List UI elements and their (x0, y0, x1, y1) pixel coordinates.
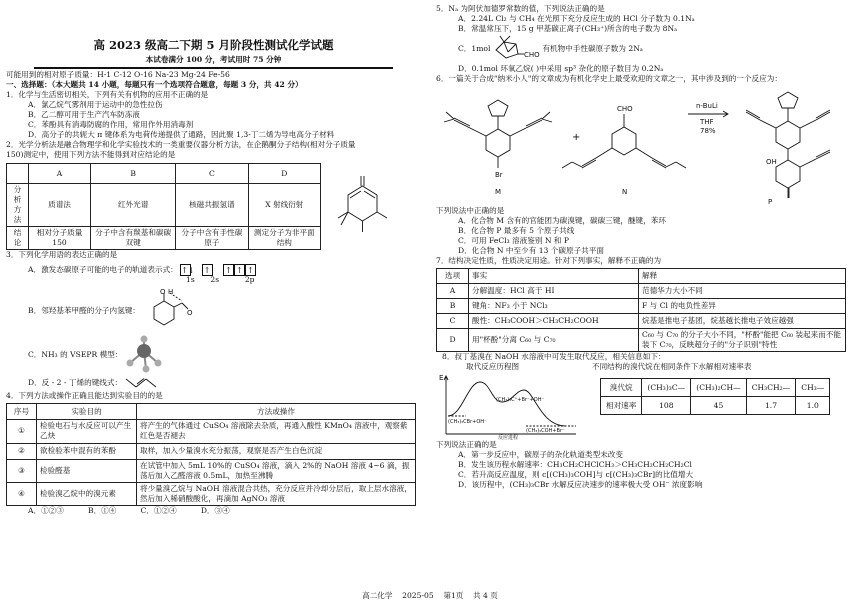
table-row: B 键角：NF₃ 小于 NCl₃ F 与 Cl 的电负性差异 (437, 299, 846, 314)
exam-subtitle: 本试卷满分 100 分，考试用时 75 分钟 (145, 55, 282, 65)
q8-option-a: A．第一步反应中，碳原子的杂化轨道类型未改变 (458, 450, 623, 460)
question-1 (6, 90, 421, 140)
svg-text:78%: 78% (700, 127, 716, 136)
question-5 (436, 4, 854, 74)
q7-header-option: 选项 (437, 269, 469, 284)
q8-option-c: C．若升高反应温度，则 c[(CH₃)₃COH]与 c[(CH₃)₃CBr]的比值增大 (458, 470, 694, 480)
question-6 (436, 74, 854, 256)
q2-method-a: 质谱法 (29, 184, 91, 227)
svg-text:CHO: CHO (524, 51, 541, 60)
trans-2-butene-skeletal (122, 375, 162, 391)
q4-header-no: 序号 (7, 404, 37, 420)
q2-row1-label: 分析方法 (7, 184, 29, 227)
vsepr-model-icon (122, 335, 166, 375)
svg-text:反应进程: 反应进程 (498, 435, 519, 441)
energy-diagram (436, 362, 586, 440)
q2-table (6, 163, 321, 250)
orbital-1s: ↑↓ (181, 266, 195, 276)
q8-stem: 8．叔丁基溴在 NaOH 水溶液中可发生取代反应，相关信息如下： (442, 352, 666, 362)
question-8 (436, 352, 854, 490)
svg-text:CHO: CHO (617, 105, 633, 114)
q2-conclusion-d: 测定分子为非平面结构 (248, 227, 320, 250)
q6-option-c: C．可用 FeCl₃ 溶液鉴别 N 和 P (458, 236, 570, 246)
q6-prompt: 下列说法中正确的是 (436, 206, 505, 216)
atomic-masses: 可能用到的相对原子质量：H-1 C-12 O-16 Na-23 Mg-24 Fe-56 (6, 70, 230, 80)
question-4 (6, 391, 421, 515)
q8-option-b: B．发生该历程水解速率：CH₃CH₂CHClCH₃＞CH₃CH₂CH₂CH₂Cl (458, 460, 692, 470)
title-rule (34, 67, 393, 69)
table-row: 相对速率 108 45 1.7 1.0 (601, 397, 830, 415)
q2-conclusion-a: 相对分子质量 150 (29, 227, 91, 250)
q4-header-method: 方法或操作 (137, 404, 416, 420)
q8-prompt: 下列说法正确的是 (436, 440, 497, 450)
q3-option-c-label: C．NH₃ 的 VSEPR 模型： (28, 350, 123, 360)
svg-text:(CH₃)₃CBr+OH⁻: (CH₃)₃CBr+OH⁻ (448, 419, 487, 426)
svg-text:M: M (495, 188, 502, 197)
q2-method-d: X 射线衍射 (248, 184, 320, 227)
q4-options: A．①②③ B．①④ C．①②④ D．③④ (28, 505, 230, 515)
q7-header-explanation: 解释 (639, 269, 846, 284)
rate-table-title: 不同结构的溴代烷在相同条件下水解相对速率表 (592, 362, 752, 372)
q6-option-b: B．化合物 P 最多有 5 个原子共线 (458, 226, 575, 236)
table-row: ① 检验电石与水反应可以产生乙炔 将产生的气体通过 CuSO₄ 溶液除去杂质，再通入酸性 KMnO₄ 溶液中，观察紫红色是否褪去 (7, 420, 416, 443)
svg-text:H: H (167, 289, 174, 297)
exam-title: 高 2023 级高二下期 5 月阶段性测试化学试题 (93, 38, 334, 52)
section-heading: 一、选择题：（本大题共 14 小题，每题只有一个选项符合题意，每题 3 分，共 42 分） (6, 80, 303, 90)
q1-option-b: B．乙二醇可用于生产汽车防冻液 (28, 110, 140, 120)
q1-option-d: D．高分子的共轭大 π 键体系为电荷传递提供了通路，因此聚 1,3-丁二烯为导电高分子材料 (28, 130, 335, 140)
question-3 (6, 250, 421, 391)
q5-option-c: C．1mol CHO 有机物中手性碳原子数为 2Nₐ (436, 34, 854, 64)
q4-header-purpose: 实验目的 (37, 404, 137, 420)
svg-text:(CH₃)₃COH+Br⁻: (CH₃)₃COH+Br⁻ (526, 428, 565, 435)
page-footer: 高二化学 2025-05 第1页 共 4 页 (362, 591, 498, 600)
svg-text:N: N (622, 188, 628, 197)
q3-stem: 3．下列化学用语的表达正确的是 (6, 250, 118, 260)
q1-option-c: C．苯酚具有消毒防腐的作用，常用作外用消毒剂 (28, 120, 194, 130)
q3-option-d (6, 375, 421, 391)
left-column (6, 4, 421, 516)
q5-stem: 5．Nₐ 为阿伏加德罗常数的值，下列说法正确的是 (436, 4, 605, 13)
table-row: D 用"杯酚"分离 C₆₀ 与 C₇₀ C₆₀ 与 C₇₀ 的分子大小不同，"杯酚"能把 C₆₀ 装起来而不能装下 C₇₀，反映超分子的"分子识别"特性 (437, 329, 846, 352)
q1-option-a: A．氯乙烷气雾剂用于运动中的急性拉伤 (28, 100, 163, 110)
q8-option-d: D．该历程中，(CH₃)₃CBr 水解反应决速步的速率极大受 OH⁻ 浓度影响 (458, 480, 703, 490)
q6-reaction-scheme (436, 84, 854, 206)
q3-option-a-label: A．激发态碳原子可能的电子的轨道表示式： (28, 265, 178, 275)
table-row: ④ 检验溴乙烷中的溴元素 将少量溴乙烷与 NaOH 溶液混合共热，充分反应并冷却分层后，取上层水溶液，然后加入稀硝酸酸化，再滴加 AgNO₃ 溶液 (7, 482, 416, 505)
q3-option-c (6, 335, 421, 375)
svg-text:O: O (159, 289, 166, 297)
q4-table (6, 403, 416, 505)
q5-option-a: A．2.24L Cl₂ 与 CH₄ 在光照下充分反应生成的 HCl 分子数为 0.1Nₐ (458, 14, 695, 24)
q2-conclusion-b: 分子中含有羰基和碳碳双键 (91, 227, 176, 250)
label-2s: 2s (210, 275, 220, 285)
q2-row2-label: 结论 (7, 227, 29, 250)
q1-stem: 1．化学与生活密切相关，下列有关有机物的应用不正确的是 (6, 90, 209, 100)
right-column (436, 4, 854, 490)
q6-option-a: A．化合物 M 含有的官能团为碳溴键，碳碳三键，醚键，苯环 (458, 216, 666, 226)
q2-stem-1: 2．光学分析法是融合物理学和化学实验技术的一类重要仪器分析方法，在企鹅酮分子结构(相对分子质量 (6, 140, 356, 150)
q3-option-b-label: B．邻羟基苯甲醛的分子内氢键： (28, 306, 140, 316)
q2-conclusion-c: 分子中含有手性碳原子 (176, 227, 248, 250)
table-row: ② 欲检验苯中混有的苯酚 取样，加入少量溴水充分振荡，观察是否产生白色沉淀 (7, 443, 416, 459)
q2-header-a: A (29, 164, 91, 184)
table-row: A 分解温度：HCl 高于 HI 范德华力大小不同 (437, 284, 846, 299)
svg-text:+: + (572, 132, 581, 144)
q3-option-d-label: D．反 - 2 - 丁烯的键线式： (28, 378, 123, 388)
question-2 (6, 140, 421, 250)
svg-text:P: P (768, 198, 773, 207)
q3-orbital-labels (6, 275, 421, 285)
q7-header-fact: 事实 (469, 269, 639, 284)
q2-header-b: B (91, 164, 176, 184)
q4-stem: 4．下列方法或操作正确且能达到实验目的的是 (6, 391, 163, 401)
q7-table (436, 268, 846, 352)
bicyclic-aldehyde-structure (490, 34, 542, 64)
q5-option-d: D．0.1mol 环氧乙烷( )中采用 sp³ 杂化的原子数目为 0.2Nₐ (458, 64, 664, 74)
q2-header-c: C (176, 164, 248, 184)
q2-method-c: 核磁共振氢谱 (176, 184, 248, 227)
svg-text:O: O (186, 309, 193, 318)
penguinone-structure (321, 170, 401, 240)
svg-text:OH: OH (766, 158, 777, 167)
q5-option-b: B．常温常压下，15 g 甲基碳正离子(CH₃⁺)所含的电子数为 8Nₐ (458, 24, 678, 34)
q2-header-d: D (248, 164, 320, 184)
label-1s: 1s (186, 275, 195, 285)
svg-text:E: E (439, 374, 444, 383)
q2-header-blank (7, 164, 29, 184)
q2-method-b: 红外光谱 (91, 184, 176, 227)
salicylaldehyde-hbond-structure (140, 289, 200, 333)
hydrolysis-rate-section (592, 362, 830, 415)
question-7 (436, 256, 854, 352)
svg-text:n-BuLi: n-BuLi (696, 102, 718, 111)
label-2p: 2p (244, 275, 255, 285)
q6-option-d: D．化合物 N 中至少有 13 个碳原子共平面 (458, 246, 604, 256)
table-row: C 酸性：CH₃COOH＞CH₃CH₂COOH 烷基是推电子基团，烷基越长推电子效应越强 (437, 314, 846, 329)
svg-text:THF: THF (700, 118, 714, 127)
table-row: ③ 检验醛基 在试管中加入 5mL 10%的 CuSO₄ 溶液，滴入 2%的 NaOH 溶液 4~6 滴，振荡后加入乙醛溶液 0.5mL，加热至沸腾 (7, 459, 416, 482)
svg-text:Br: Br (495, 171, 503, 180)
orbital-2p: ↑ ↑ ↑ (223, 264, 256, 276)
energy-profile-plot (436, 372, 586, 440)
orbital-2s: ↑ (202, 264, 213, 276)
q6-stem: 6．一篇关于合成"纳米小人"的文章成为有机化学史上最受欢迎的文章之一，其中涉及到的一个反应为： (436, 74, 782, 84)
q3-option-b (6, 289, 421, 333)
q2-stem-2: 150)测定中，使用下列方法不能得到对应结论的是 (6, 150, 176, 160)
energy-diagram-title: 取代反应历程图 (466, 362, 520, 372)
svg-text:(CH₃)₃C⁺+Br⁻+OH⁻: (CH₃)₃C⁺+Br⁻+OH⁻ (496, 397, 545, 404)
rate-table: 溴代烷 (CH₃)₃C— (CH₃)₂CH— CH₃CH₂— CH₃— 相对速率 108 45 1.7 1.0 (600, 378, 830, 415)
q7-stem: 7．结构决定性质，性质决定用途。针对下列事实，解释不正确的为 (436, 256, 662, 266)
